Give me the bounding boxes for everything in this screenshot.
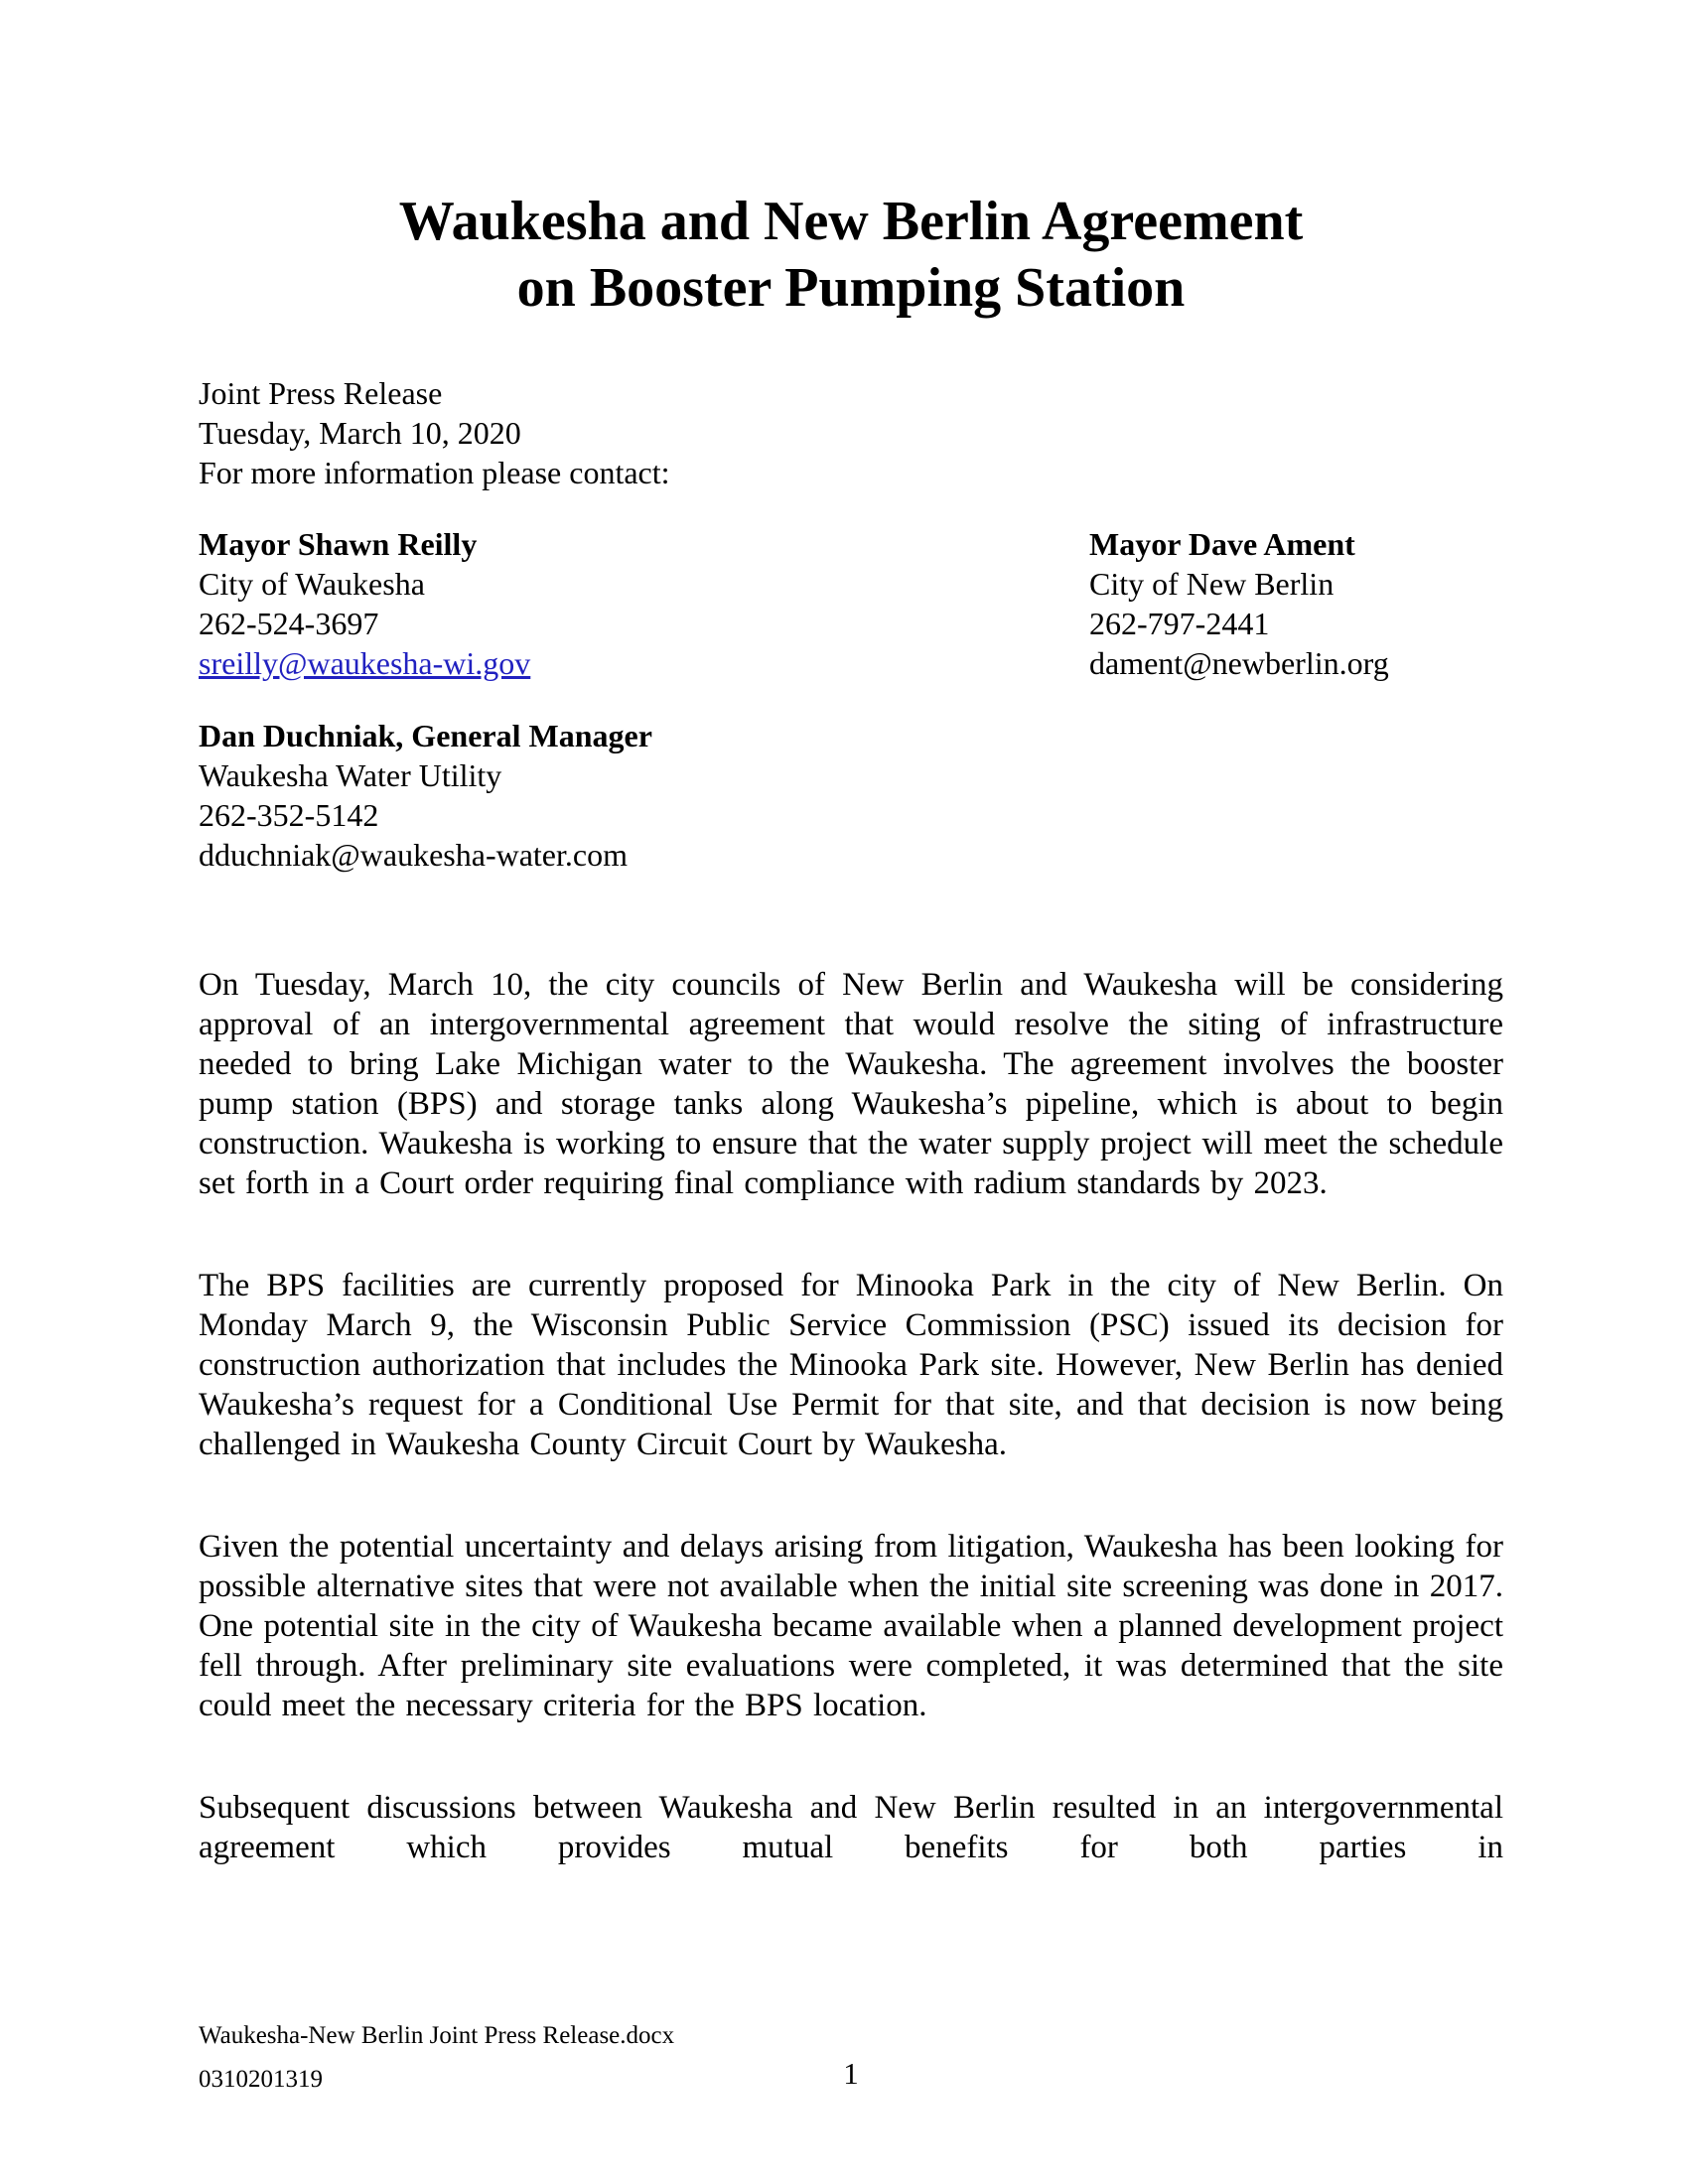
body-paragraph-4: Subsequent discussions between Waukesha and New Berlin resulted in an intergovernmental agreement which provides mutual benefits for both parties in [199, 1790, 1503, 1865]
page-title-line1: Waukesha and New Berlin Agreement [398, 191, 1304, 252]
footer-doc-number: 0310201319 [199, 2066, 323, 2093]
contact-reilly-org: City of Waukesha [199, 566, 425, 602]
document-content [199, 0, 1503, 1867]
contact-duchniak-org: Waukesha Water Utility [199, 757, 502, 793]
contact-ament-phone: 262-797-2441 [1089, 606, 1270, 641]
press-release-body [199, 965, 1503, 1867]
contact-ament-name: Mayor Dave Ament [1089, 526, 1355, 562]
footer-page-number: 1 [843, 2056, 859, 2091]
body-paragraph-1: On Tuesday, March 10, the city councils of New Berlin and Waukesha will be considering approval of an intergovernmental agreement that would resolve the siting of infrastructure needed to bring Lake Michigan water to the Waukesha. The agreement involves the booster pump station (BPS) and storage tanks along Waukesha’s pipeline, which is about to begin construction. Waukesha is working to ensure that the water supply project will meet the schedule set forth in a Court order requiring final compliance with radium standards by 2023. [199, 967, 1503, 1201]
contact-ament-email: dament@newberlin.org [1089, 645, 1389, 681]
body-paragraph-3: Given the potential uncertainty and delays arising from litigation, Waukesha has been looking for possible alternative sites that were not available when the initial site screening was done in 2017. One potential site in the city of Waukesha became available when a planned development project fell through. After preliminary site evaluations were completed, it was determined that the site could meet the necessary criteria for the BPS location. [199, 1529, 1503, 1723]
mayor-contacts-row [199, 524, 1503, 683]
contact-reilly-email-link[interactable]: sreilly@waukesha-wi.gov [199, 645, 531, 681]
page-title [199, 189, 1503, 322]
contact-duchniak-phone: 262-352-5142 [199, 797, 379, 833]
contact-duchniak [199, 716, 1503, 875]
contact-ament [1089, 524, 1503, 683]
page-title-line2: on Booster Pumping Station [516, 257, 1186, 319]
footer-filename: Waukesha-New Berlin Joint Press Release.docx [199, 2022, 675, 2049]
contact-duchniak-email: dduchniak@waukesha-water.com [199, 837, 628, 873]
contact-duchniak-name: Dan Duchniak, General Manager [199, 718, 652, 753]
intro-date: Tuesday, March 10, 2020 [199, 415, 521, 451]
press-release-intro [199, 373, 1503, 492]
body-paragraph-2: The BPS facilities are currently proposed for Minooka Park in the city of New Berlin. On Monday March 9, the Wisconsin Public Service Commission (PSC) issued its decision for construction authorization that includes the Minooka Park site. However, New Berlin has denied Waukesha’s request for a Conditional Use Permit for that site, and that decision is now being challenged in Waukesha County Circuit Court by Waukesha. [199, 1268, 1503, 1462]
contact-reilly-phone: 262-524-3697 [199, 606, 379, 641]
intro-contact-note: For more information please contact: [199, 455, 670, 490]
intro-release-type: Joint Press Release [199, 375, 443, 411]
page-footer [199, 2021, 1503, 2095]
contact-ament-org: City of New Berlin [1089, 566, 1335, 602]
contact-reilly-name: Mayor Shawn Reilly [199, 526, 478, 562]
footer-line2 [199, 2056, 1503, 2095]
contact-reilly [199, 524, 1089, 683]
